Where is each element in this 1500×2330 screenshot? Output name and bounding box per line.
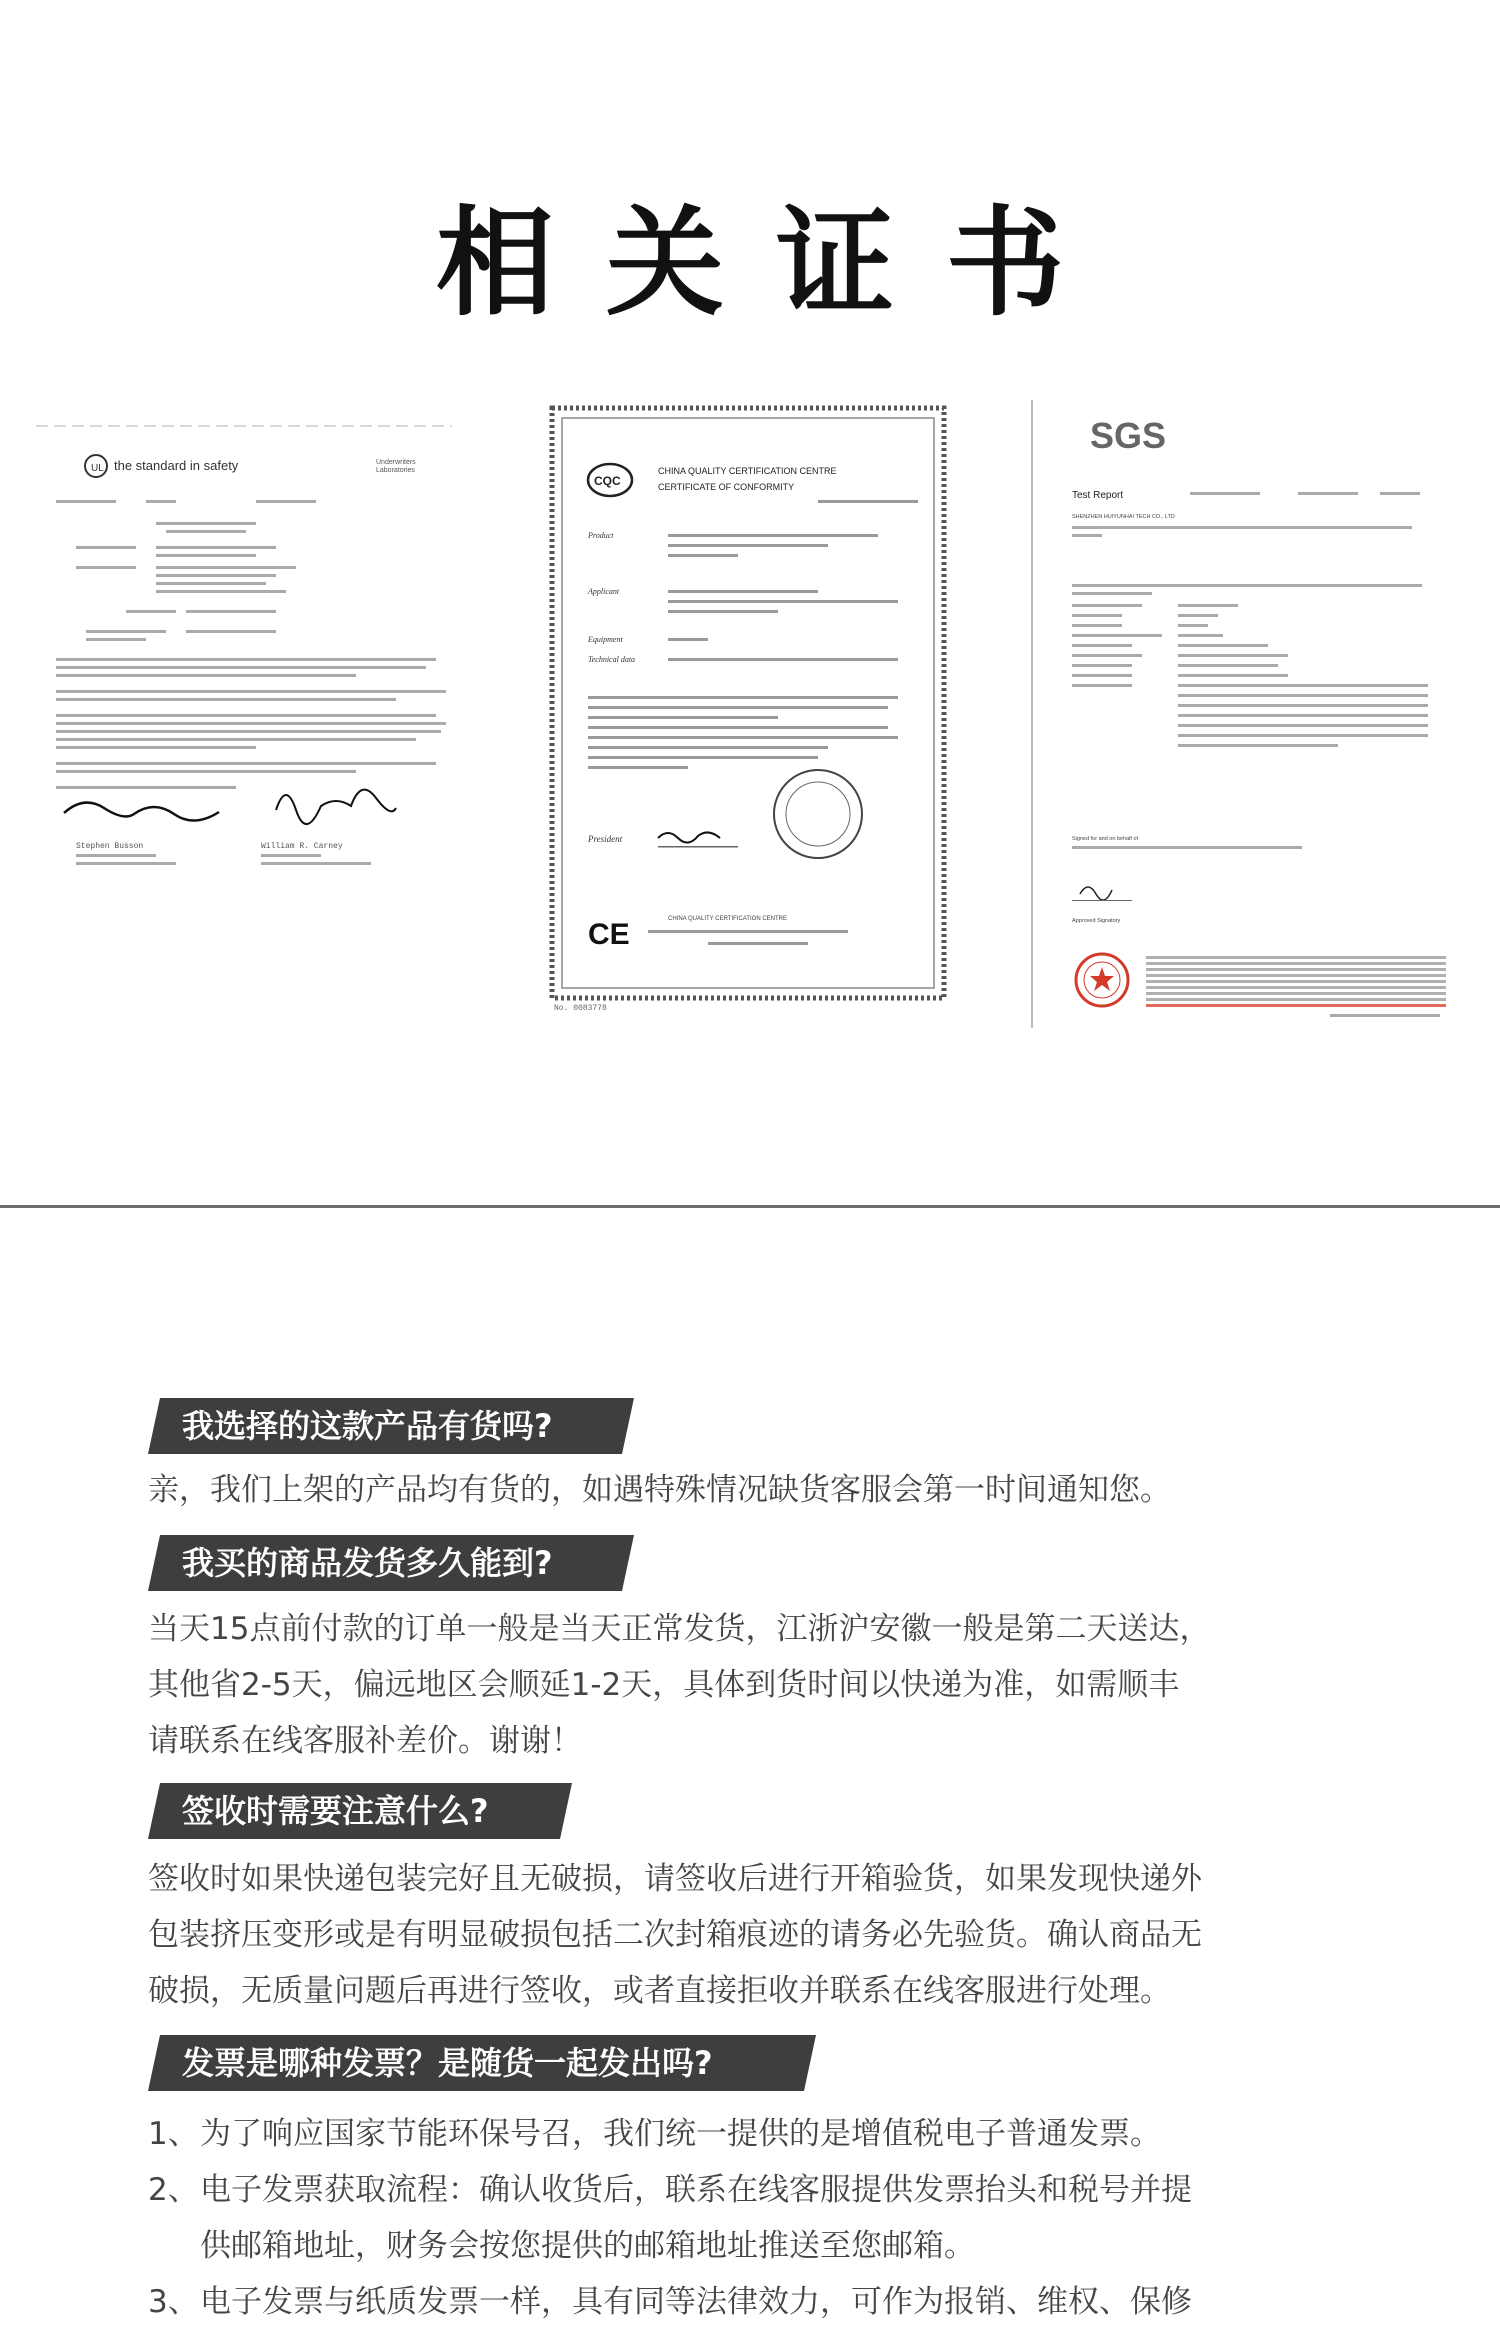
answer-line: 为了响应国家节能环保号召，我们统一提供的是增值税电子普通发票。 <box>200 2116 1161 2152</box>
page-title: 相关证书 <box>435 194 1116 332</box>
list-number: 2、 <box>148 2172 199 2208</box>
section-divider <box>0 1205 1500 1208</box>
faq-answer <box>148 1851 1298 2019</box>
ul-certificate-image <box>36 418 452 958</box>
svg-text:CHINA QUALITY CERTIFICATION CE: CHINA QUALITY CERTIFICATION CENTRE <box>668 916 788 922</box>
answer-line: 供邮箱地址，财务会按您提供的邮箱地址推送至您邮箱。 <box>200 2228 975 2264</box>
signature-1-icon <box>64 803 219 821</box>
answer-line: 其他省2-5天，偏远地区会顺延1-2天，具体到货时间以快递为准，如需顺丰 <box>148 1667 1180 1703</box>
faq-answer <box>148 1462 1298 1518</box>
svg-text:CERTIFICATE OF CONFORMITY: CERTIFICATE OF CONFORMITY <box>658 482 795 492</box>
svg-text:William R. Carney: William R. Carney <box>261 842 343 851</box>
official-seal-icon <box>774 770 862 858</box>
svg-text:Equipment: Equipment <box>588 635 623 644</box>
svg-text:No. 0083778: No. 0083778 <box>554 1004 607 1013</box>
svg-text:Laboratories: Laboratories <box>376 467 415 474</box>
answer-line: 请联系在线客服补差价。谢谢！ <box>148 1723 582 1759</box>
faq-question-text: 发票是哪种发票？是随货一起发出吗? <box>182 2044 713 2082</box>
faq-question-banner <box>148 2035 816 2091</box>
svg-text:Approved Signatory: Approved Signatory <box>1072 918 1121 924</box>
answer-line: 当天15点前付款的订单一般是当天正常发货，江浙沪安徽一般是第二天送达， <box>148 1611 1211 1647</box>
answer-line: 破损，无质量问题后再进行签收，或者直接拒收并联系在线客服进行处理。 <box>148 1973 1171 2009</box>
svg-text:Underwriters: Underwriters <box>376 459 416 466</box>
faq-question-text: 我选择的这款产品有货吗? <box>182 1407 553 1445</box>
svg-text:SHENZHEN HUIYUNHAI TECH CO., L: SHENZHEN HUIYUNHAI TECH CO., LTD <box>1072 514 1175 520</box>
answer-line: 签收时如果快递包装完好且无破损，请签收后进行开箱验货，如果发现快递外 <box>148 1861 1202 1897</box>
svg-text:CQC: CQC <box>594 474 621 488</box>
svg-text:Test Report: Test Report <box>1072 490 1124 501</box>
faq-question-banner <box>148 1398 634 1454</box>
faq-question-text: 签收时需要注意什么? <box>182 1792 489 1830</box>
faq-question-banner <box>148 1535 634 1591</box>
faq-question-text: 我买的商品发货多久能到? <box>182 1544 553 1582</box>
list-item <box>148 2162 1298 2274</box>
president-signature-icon <box>658 832 720 842</box>
svg-text:Product: Product <box>588 531 614 540</box>
sgs-logo: SGS <box>1090 415 1167 456</box>
faq-answer <box>148 1601 1298 1769</box>
svg-text:Signed for and on behalf of: Signed for and on behalf of <box>1072 836 1139 842</box>
answer-line: 电子发票与纸质发票一样，具有同等法律效力，可作为报销、维权、保修 <box>200 2284 1192 2320</box>
faq-question-banner <box>148 1783 572 1839</box>
svg-text:UL: UL <box>91 463 104 474</box>
signature-2-icon <box>276 790 396 824</box>
answer-line: 包装挤压变形或是有明显破损包括二次封箱痕迹的请务必先验货。确认商品无 <box>148 1917 1202 1953</box>
ul-header: the standard in safety <box>114 458 239 473</box>
svg-text:President: President <box>588 834 623 844</box>
answer-line: 电子发票获取流程：确认收货后，联系在线客服提供发票抬头和税号并提 <box>200 2172 1192 2208</box>
signatory-signature-icon <box>1080 887 1112 900</box>
svg-text:Technical data: Technical data <box>588 655 636 664</box>
svg-text:Applicant: Applicant <box>588 587 620 596</box>
list-item <box>148 2106 1298 2162</box>
list-number: 1、 <box>148 2116 199 2152</box>
sgs-certificate-image <box>1030 400 1460 1028</box>
svg-text:Stephen Busson: Stephen Busson <box>76 842 144 851</box>
ccc-certificate-image <box>548 404 948 1016</box>
faq-answer-list <box>148 2106 1298 2330</box>
answer-line: 亲，我们上架的产品均有货的，如遇特殊情况缺货客服会第一时间通知您。 <box>148 1472 1171 1508</box>
ce-mark: CE <box>588 918 630 951</box>
list-number: 3、 <box>148 2284 199 2320</box>
svg-text:CHINA QUALITY CERTIFICATION CE: CHINA QUALITY CERTIFICATION CENTRE <box>658 466 837 476</box>
